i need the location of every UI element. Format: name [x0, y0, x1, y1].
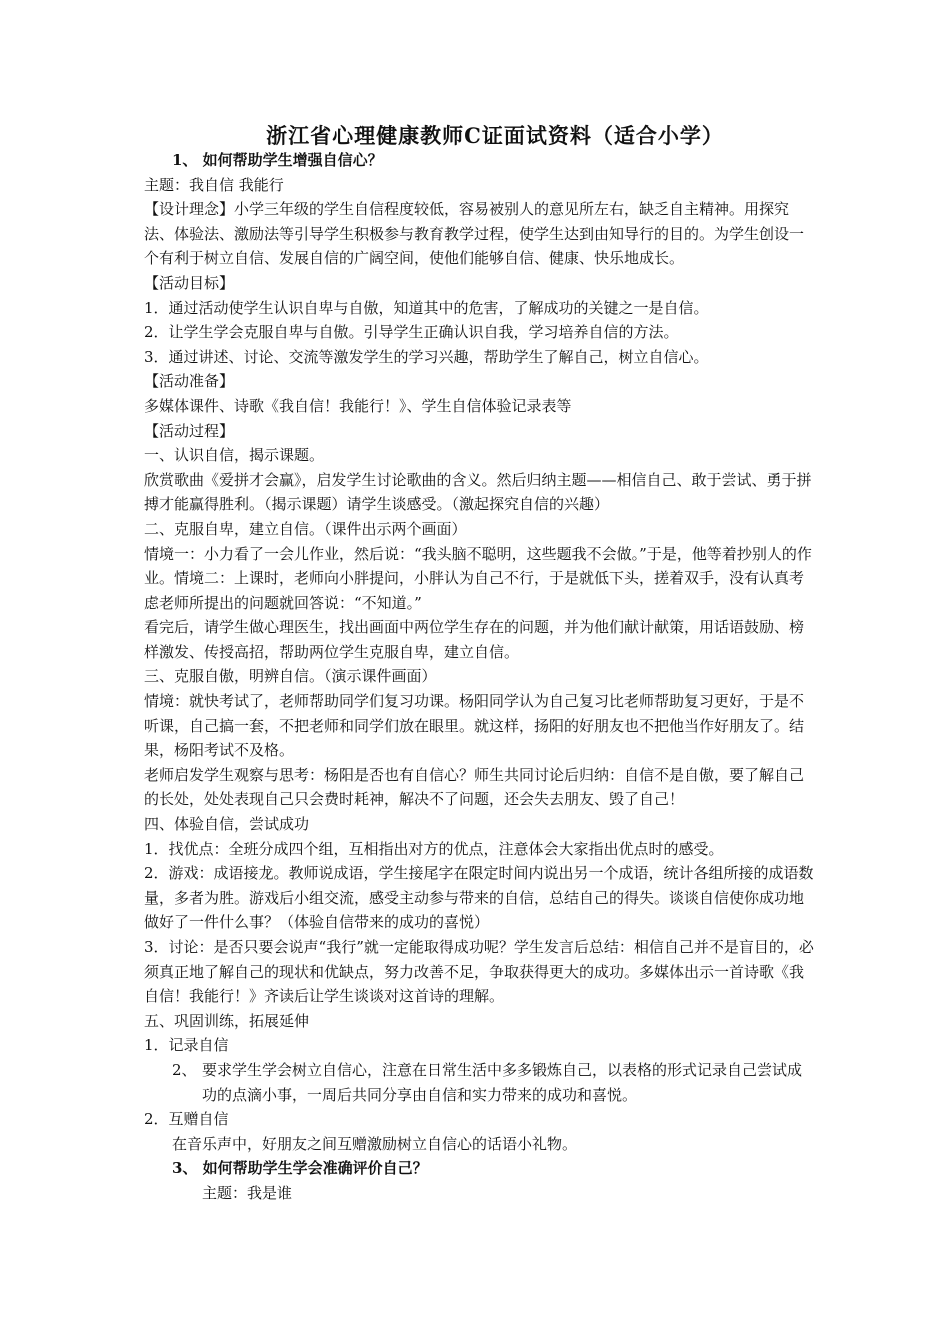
section-paragraph: 欣赏歌曲《爱拼才会赢》，启发学生讨论歌曲的含义。然后归纳主题——相信自己、敢于尝试、勇于拼搏才能赢得胜利。（揭示课题）请学生谈感受。（激起探究自信的兴趣） [144, 470, 812, 514]
record-item [144, 1058, 814, 1107]
subsection-heading: 2．互赠自信 [144, 1110, 229, 1129]
section-heading: 一、认识自信，揭示课题。 [144, 446, 325, 465]
section-heading: 五、巩固训练，拓展延伸 [144, 1011, 310, 1030]
goal-item: 1．通过活动使学生认识自卑与自傲，知道其中的危害，了解成功的关键之一是自信。 [144, 298, 709, 317]
section-heading: 四、体验自信，尝试成功 [144, 815, 310, 834]
theme-line: 主题：我自信 我能行 [144, 175, 284, 194]
activity-item: 2．游戏：成语接龙。教师说成语，学生接尾字在限定时间内说出另一个成语，统计各组所接的成语数量，多者为胜。游戏后小组交流，感受主动参与带来的自信，总结自己的得失。谈谈自信使你成功地做好了一件什么事？（体验自信带来的成功的喜悦） [144, 864, 814, 932]
section-paragraph: 老师启发学生观察与思考：杨阳是否也有自信心？师生共同讨论后归纳：自信不是自傲，要了解自己的长处，处处表现自己只会费时耗神，解决不了问题，还会失去朋友、毁了自己！ [144, 765, 805, 809]
section-paragraph: 情境：就快考试了，老师帮助同学们复习功课。杨阳同学认为自己复习比老师帮助复习更好，于是不听课，自己搞一套，不把老师和同学们放在眼里。就这样，扬阳的好朋友也不把他当作好朋友了。结果，杨阳考试不及格。 [144, 692, 805, 760]
activity-item: 3．讨论：是否只要会说声“我行”就一定能取得成功呢？学生发言后总结：相信自己并不是盲目的，必须真正地了解自己的现状和优缺点，努力改善不足，争取获得更大的成功。多媒体出示一首诗歌《我自信！我能行！》齐读后让学生谈谈对这首诗的理解。 [144, 938, 814, 1006]
record-item-number: 2、 [172, 1060, 197, 1079]
subsection-heading: 1．记录自信 [144, 1036, 229, 1055]
section-paragraph: 看完后，请学生做心理医生，找出画面中两位学生存在的问题，并为他们献计献策，用话语鼓励、榜样激发、传授高招，帮助两位学生克服自卑，建立自信。 [144, 618, 805, 661]
activity-item: 1．找优点：全班分成四个组，互相指出对方的优点，注意体会大家指出优点时的感受。 [144, 839, 724, 858]
design-paragraph: 【设计理念】小学三年级的学生自信程度较低，容易被别人的意见所左右，缺乏自主精神。用探究法、体验法、激励法等引导学生积极参与教育教学过程，使学生达到由知导行的目的。为学生创设一个有利于树立自信、发展自信的广阔空间，使他们能够自信、健康、快乐地成长。 [144, 200, 805, 268]
goals-heading: 【活动目标】 [144, 273, 235, 292]
question-heading: 1、 如何帮助学生增强自信心？ [172, 151, 383, 169]
theme-line: 主题：我是谁 [202, 1183, 293, 1202]
prep-text: 多媒体课件、诗歌《我自信！我能行！》、学生自信体验记录表等 [144, 396, 572, 415]
document-body [144, 148, 814, 1206]
question-heading: 3、 如何帮助学生学会准确评价自己？ [172, 1159, 428, 1178]
record-item-text: 要求学生学会树立自信心，注意在日常生活中多多锻炼自己，以表格的形式记录自己尝试成功的点滴小事，一周后共同分享由自信和实力带来的成功和喜悦。 [202, 1060, 803, 1104]
process-heading: 【活动过程】 [144, 421, 235, 440]
goal-item: 3．通过讲述、讨论、交流等激发学生的学习兴趣，帮助学生了解自己，树立自信心。 [144, 347, 709, 366]
section-paragraph: 情境一：小力看了一会儿作业，然后说：“我头脑不聪明，这些题我不会做。”于是，他等着抄别人的作业。情境二：上课时，老师向小胖提问，小胖认为自己不行，于是就低下头，搓着双手，没有认真考虑老师所提出的问题就回答说：“不知道。” [144, 544, 812, 612]
goal-item: 2．让学生学会克服自卑与自傲。引导学生正确认识自我，学习培养自信的方法。 [144, 323, 679, 342]
section-heading: 二、克服自卑，建立自信。（课件出示两个画面） [144, 519, 467, 538]
section-heading: 三、克服自傲，明辨自信。（演示课件画面） [144, 667, 437, 686]
document-title: 浙江省心理健康教师C证面试资料（适合小学） [266, 123, 724, 148]
prep-heading: 【活动准备】 [144, 372, 235, 391]
subsection-paragraph: 在音乐声中，好朋友之间互赠激励树立自信心的话语小礼物。 [172, 1134, 578, 1153]
